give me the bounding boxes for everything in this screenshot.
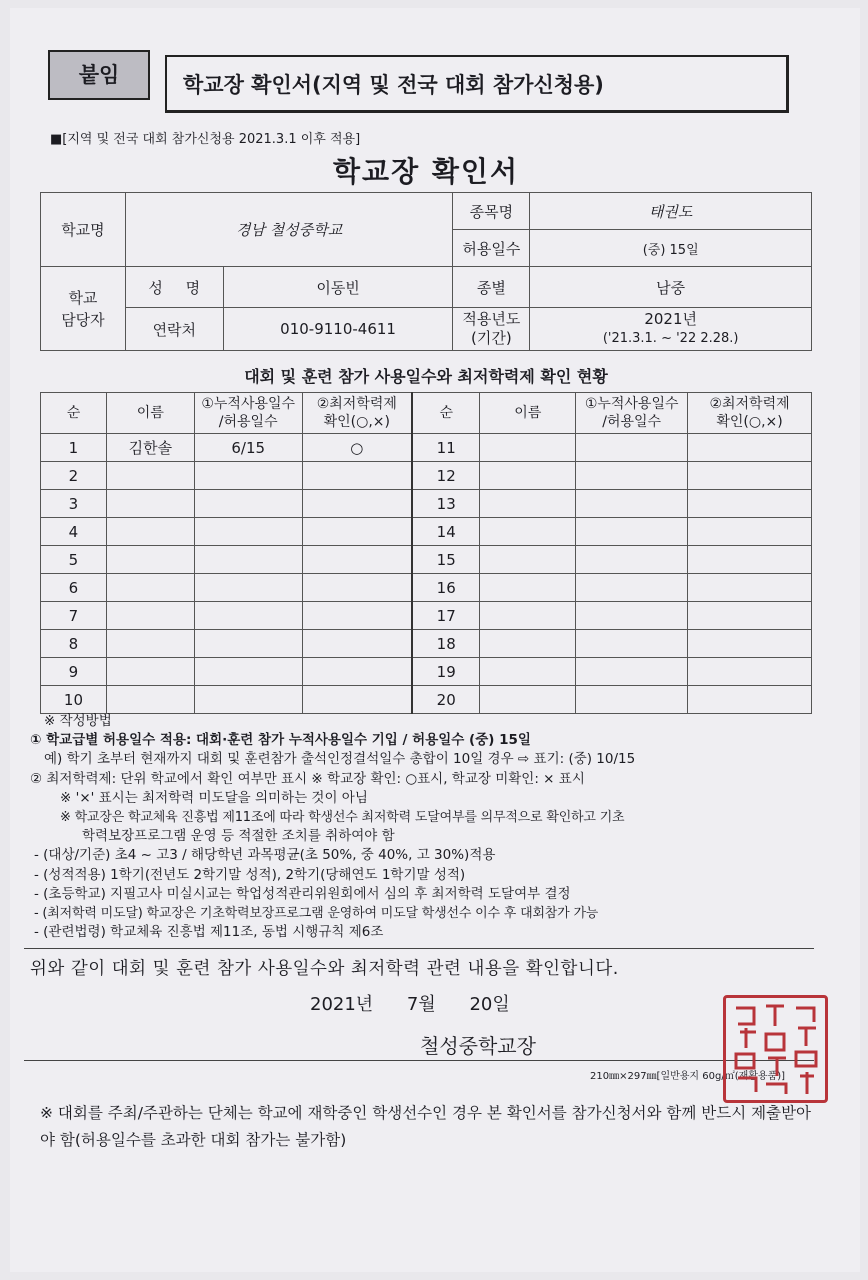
instruction-line: ② 최저학력제: 단위 학교에서 확인 여부만 표시 ※ 학교장 확인: ○표시, 학교장 미확인: × 표시 (30, 770, 585, 787)
right-min-cell (688, 462, 812, 490)
right-usage-cell (576, 574, 688, 602)
left-name-cell (106, 658, 194, 686)
header-title: 학교장 확인서(지역 및 전국 대회 참가신청용) (165, 55, 789, 113)
table-row (41, 490, 812, 518)
table-row (41, 658, 812, 686)
section-title: 대회 및 훈련 참가 사용일수와 최저학력제 확인 현황 (244, 367, 608, 386)
instruction-line: ① 학교급별 허용일수 적용: 대회·훈련 참가 누적사용일수 기입 / 허용일수 (중) 15일 (30, 732, 531, 749)
year-label: 적용년도 (기간) (453, 308, 530, 351)
allowed-days-value: (중) 15일 (530, 230, 812, 267)
left-name-cell (106, 686, 194, 714)
right-name-cell (480, 518, 576, 546)
left-no-cell: 4 (41, 518, 107, 546)
instruction-line: - (최저학력 미도달) 학교장은 기초학력보장프로그램 운영하여 미도달 학생선수 이수 후 대회참가 가능 (34, 906, 599, 922)
school-value: 경남 철성중학교 (125, 193, 453, 267)
left-min-cell (302, 462, 412, 490)
right-usage-cell (576, 658, 688, 686)
right-min-cell (688, 658, 812, 686)
instructions-title: ※ 작성방법 (44, 713, 112, 729)
left-no-cell: 3 (41, 490, 107, 518)
year-value-cell (530, 308, 812, 351)
table-header-row (41, 393, 812, 434)
right-min-cell (688, 490, 812, 518)
left-min-cell (302, 602, 412, 630)
table-row (41, 574, 812, 602)
applicability-note: ■[지역 및 전국 대회 참가신청용 2021.3.1 이후 적용] (50, 132, 361, 147)
left-no-cell: 2 (41, 462, 107, 490)
col-no-header-2: 순 (412, 393, 480, 434)
right-usage-cell (576, 686, 688, 714)
right-usage-cell (576, 518, 688, 546)
contact-label: 연락처 (125, 308, 223, 351)
instruction-line: ※ 학교장은 학교체육 진흥법 제11조에 따라 학생선수 최저학력 도달여부를 의무적으로 확인하고 기초 (60, 810, 625, 826)
contact-value: 010-9110-4611 (223, 308, 453, 351)
left-no-cell: 7 (41, 602, 107, 630)
left-usage-cell (194, 630, 302, 658)
participation-table (40, 392, 812, 714)
right-min-cell (688, 574, 812, 602)
left-name-cell (106, 518, 194, 546)
left-name-cell (106, 546, 194, 574)
left-no-cell: 10 (41, 686, 107, 714)
left-no-cell: 5 (41, 546, 107, 574)
table-row (41, 686, 812, 714)
divider-top (24, 948, 814, 949)
right-min-cell (688, 546, 812, 574)
sport-label: 종목명 (453, 193, 530, 230)
issue-date: 2021년 7월 20일 (310, 994, 510, 1015)
table-row (41, 518, 812, 546)
confirmation-statement: 위와 같이 대회 및 훈련 참가 사용일수와 최저학력 관련 내용을 확인합니다. (30, 959, 619, 979)
right-no-cell: 12 (412, 462, 480, 490)
left-usage-cell (194, 602, 302, 630)
right-name-cell (480, 574, 576, 602)
manager-label: 학교 담당자 (41, 267, 126, 351)
submission-note: ※ 대회를 주최/주관하는 단체는 학교에 재학중인 학생선수인 경우 본 확인서를 참가신청서와 함께 반드시 제출받아야 함(허용일수를 초과한 대회 참가는 불가함) (40, 1104, 812, 1149)
info-table (40, 192, 812, 351)
right-min-cell (688, 686, 812, 714)
left-no-cell: 9 (41, 658, 107, 686)
col-name-header: 이름 (106, 393, 194, 434)
instruction-line: 예) 학기 초부터 현재까지 대회 및 훈련참가 출석인정결석일수 총합이 10일 경우 ⇨ 표기: (중) 10/15 (44, 751, 636, 768)
left-usage-cell: 6/15 (194, 434, 302, 462)
paper-size-note: 210㎜×297㎜[일반용지 60g/㎡(재활용품)] (590, 1071, 786, 1082)
name-value: 이동빈 (223, 267, 453, 308)
official-seal-image (723, 995, 828, 1103)
right-name-cell (480, 434, 576, 462)
left-min-cell (302, 658, 412, 686)
left-no-cell: 1 (41, 434, 107, 462)
col-usage-header-2: ①누적사용일수 /허용일수 (576, 393, 688, 434)
instruction-line: - (대상/기준) 초4 ~ 고3 / 해당학년 과목평균(초 50%, 중 40%, 고 30%)적용 (34, 847, 496, 864)
right-name-cell (480, 658, 576, 686)
left-usage-cell (194, 658, 302, 686)
table-row (41, 630, 812, 658)
category-label: 종별 (453, 267, 530, 308)
left-min-cell (302, 686, 412, 714)
left-name-cell (106, 462, 194, 490)
left-name-cell (106, 490, 194, 518)
left-min-cell (302, 574, 412, 602)
instruction-line: - (초등학교) 지필고사 미실시교는 학업성적관리위원회에서 심의 후 최저학력 도달여부 결정 (34, 885, 571, 902)
right-usage-cell (576, 602, 688, 630)
left-name-cell (106, 602, 194, 630)
right-name-cell (480, 490, 576, 518)
left-name-cell (106, 630, 194, 658)
table-row (41, 462, 812, 490)
category-value: 남중 (530, 267, 812, 308)
left-min-cell (302, 546, 412, 574)
col-min-header: ②최저학력제 확인(○,×) (302, 393, 412, 434)
name-label: 성 명 (125, 267, 223, 308)
left-name-cell: 김한솔 (106, 434, 194, 462)
left-min-cell (302, 518, 412, 546)
right-name-cell (480, 602, 576, 630)
right-name-cell (480, 546, 576, 574)
instruction-line: - (성적적용) 1학기(전년도 2학기말 성적), 2학기(당해연도 1학기말 성적) (34, 866, 466, 883)
right-min-cell (688, 518, 812, 546)
left-usage-cell (194, 574, 302, 602)
sport-value: 태권도 (530, 193, 812, 230)
right-usage-cell (576, 630, 688, 658)
divider-bottom (24, 1060, 814, 1061)
right-no-cell: 11 (412, 434, 480, 462)
col-min-header-2: ②최저학력제 확인(○,×) (688, 393, 812, 434)
right-min-cell (688, 630, 812, 658)
right-no-cell: 20 (412, 686, 480, 714)
right-min-cell (688, 434, 812, 462)
left-usage-cell (194, 546, 302, 574)
col-usage-header: ①누적사용일수 /허용일수 (194, 393, 302, 434)
col-name-header-2: 이름 (480, 393, 576, 434)
left-usage-cell (194, 462, 302, 490)
right-usage-cell (576, 462, 688, 490)
left-usage-cell (194, 490, 302, 518)
right-no-cell: 13 (412, 490, 480, 518)
right-no-cell: 19 (412, 658, 480, 686)
instruction-line: 학력보장프로그램 운영 등 적절한 조치를 취하여야 함 (82, 828, 395, 845)
document-title: 학교장 확인서 (332, 155, 520, 188)
allowed-days-label: 허용일수 (453, 230, 530, 267)
instruction-line: ※ '×' 표시는 최저학력 미도달을 의미하는 것이 아님 (60, 789, 368, 806)
left-min-cell (302, 630, 412, 658)
table-row (41, 434, 812, 462)
seal-stamp-icon (726, 998, 825, 1100)
instructions (30, 712, 830, 942)
col-no-header: 순 (41, 393, 107, 434)
right-no-cell: 18 (412, 630, 480, 658)
attachment-tag: 붙임 (48, 50, 150, 100)
left-usage-cell (194, 686, 302, 714)
left-min-cell (302, 490, 412, 518)
left-no-cell: 6 (41, 574, 107, 602)
right-usage-cell (576, 490, 688, 518)
right-name-cell (480, 630, 576, 658)
instruction-line: - (관련법령) 학교체육 진흥법 제11조, 동법 시행규칙 제6조 (34, 924, 384, 941)
table-row (41, 602, 812, 630)
left-usage-cell (194, 518, 302, 546)
period-value: ('21.3.1. ~ '22 2.28.) (602, 331, 739, 346)
right-name-cell (480, 462, 576, 490)
school-label: 학교명 (41, 193, 126, 267)
right-no-cell: 17 (412, 602, 480, 630)
right-no-cell: 16 (412, 574, 480, 602)
right-usage-cell (576, 546, 688, 574)
right-usage-cell (576, 434, 688, 462)
left-name-cell (106, 574, 194, 602)
right-name-cell (480, 686, 576, 714)
right-no-cell: 14 (412, 518, 480, 546)
right-min-cell (688, 602, 812, 630)
table-row (41, 546, 812, 574)
left-min-cell: ○ (302, 434, 412, 462)
year-value: 2021년 (644, 310, 697, 328)
right-no-cell: 15 (412, 546, 480, 574)
left-no-cell: 8 (41, 630, 107, 658)
principal-name: 철성중학교장 (420, 1034, 536, 1058)
